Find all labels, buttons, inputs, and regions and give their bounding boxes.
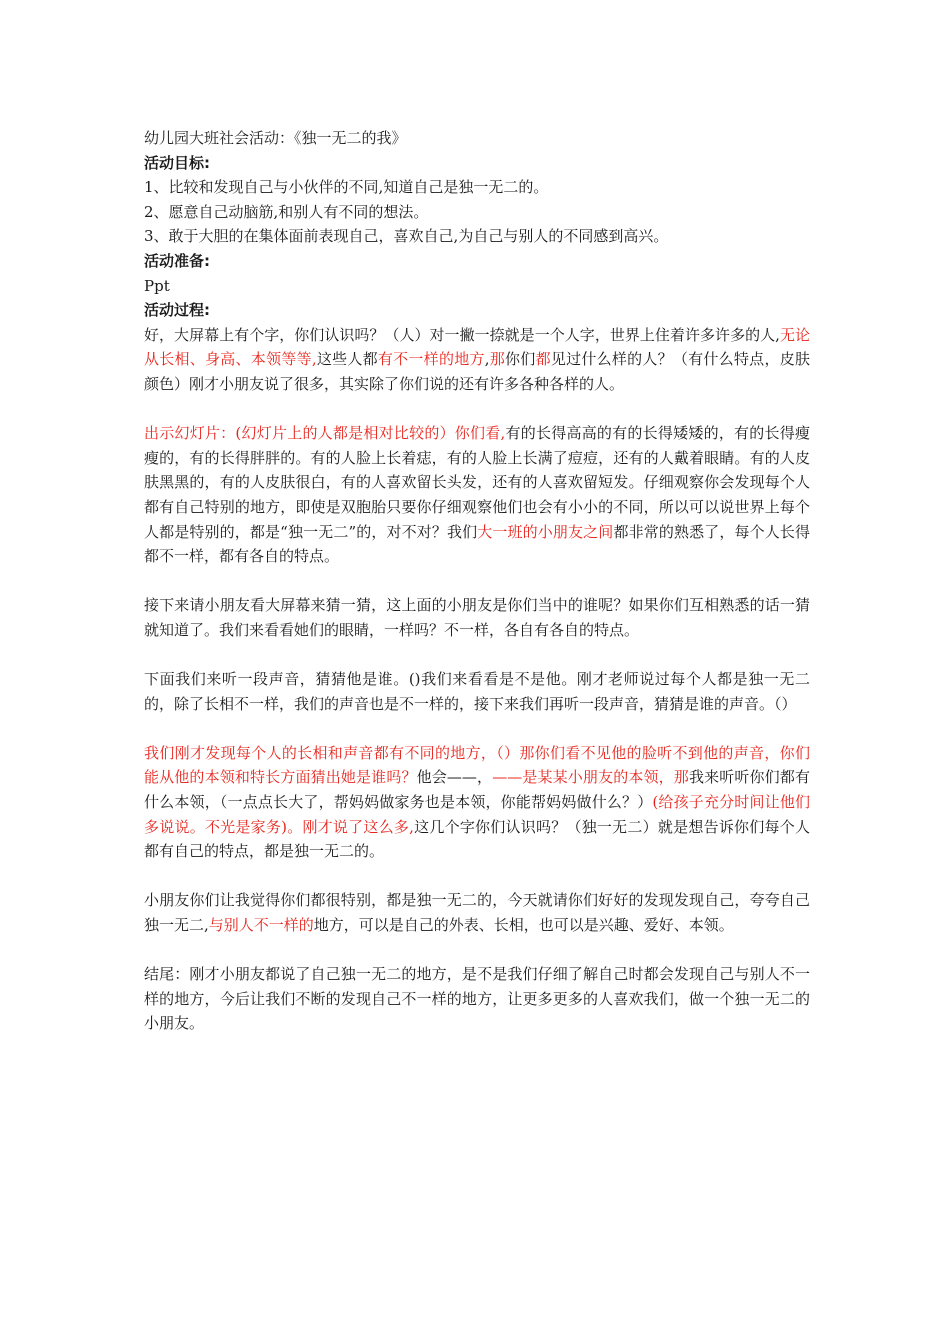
text-run: 有的长得高高的有的长得矮矮的，有的长得瘦瘦的，有的长得胖胖的。有的人脸上长着痣，有的人脸上长满了痘痘，还有的人戴着眼睛。有的人皮肤黑黑的，有的人皮肤很白，有的人喜欢留长头发，还有的人喜欢留短发。仔细观察你会发现每个人都有自己特别的地方，即使是双胞胎只要你仔细观察他们也会有小小的不同，所以可以说世界上每个人都是特别的，都是“独一无二”的，对不对？我们 (144, 424, 810, 541)
text-run: 你们 (505, 350, 536, 369)
highlighted-text-run: 出示幻灯片：(幻灯片上的人都是相对比较的）你们看, (144, 424, 506, 443)
highlighted-text-run: ——是某某小朋友的本领，那 (492, 768, 689, 787)
highlighted-text-run: 有不一样的地方 (377, 350, 485, 369)
process-paragraph-6 (144, 888, 810, 937)
highlighted-text-run: 我们刚才发现每个人的长相和声音都有不同的地方，（）那你们看不见他的脸听不到他的声音，你们能从他的本领和特长方面猜出她是谁吗？ (144, 743, 810, 787)
goal-item-2: 2、愿意自己动脑筋,和别人有不同的想法。 (144, 202, 429, 221)
highlighted-text-run: 无论从长相、身高、本领等等, (144, 325, 810, 369)
text-run: 他会——， (416, 768, 493, 787)
goal-item-1: 1、比较和发现自己与小伙伴的不同,知道自己是独一无二的。 (144, 178, 549, 197)
process-paragraph-1 (144, 323, 810, 397)
prep-heading: 活动准备: (144, 251, 210, 270)
text-run: 都非常的熟悉了，每个人长得都不一样，都有各自的特点。 (144, 522, 810, 566)
highlighted-text-run: (给孩子充分时间让他们多说说。不光是家务)。刚才说了这么多, (144, 793, 810, 836)
process-heading: 活动过程: (144, 301, 210, 320)
highlighted-text-run: 都 (535, 350, 551, 369)
text-run: 地方，可以是自己的外表、长相，也可以是兴趣、爱好、本领。 (313, 916, 734, 934)
prep-text: Ppt (144, 276, 170, 295)
text-run: 这几个字你们认识吗？（独一无二）就是想告诉你们每个人都有自己的特点，都是独一无二的。 (144, 817, 810, 861)
text-run: 接下来请小朋友看大屏幕来猜一猜，这上面的小朋友是你们当中的谁呢？如果你们互相熟悉的话一猜就知道了。我们来看看她们的眼睛，一样吗？不一样，各自有各自的特点。 (144, 596, 810, 639)
text-run: 这些人都 (316, 350, 378, 369)
closing-paragraph (144, 962, 810, 1036)
text-run: 下面我们来听一段声音，猜猜他是谁。()我们来看看是不是他。刚才老师说过每个人都是独一无二的，除了长相不一样，我们的声音也是不一样的，接下来我们再听一段声音，猜猜是谁的声音。（） (144, 670, 810, 713)
text-run: 小朋友你们让我觉得你们都很特别，都是独一无二的，今天就请你们好好的发现发现自己，夸夸自己独一无二, (144, 891, 810, 934)
highlighted-text-run: 那 (489, 350, 506, 369)
text-run: , (484, 350, 490, 369)
text-run: 见过什么样的人？（有什么特点，皮肤颜色）刚才小朋友说了很多，其实除了你们说的还有许多各种各样的人。 (144, 350, 810, 393)
goal-item-3: 3、敢于大胆的在集体面前表现自己，喜欢自己,为自己与别人的不同感到高兴。 (144, 227, 669, 246)
document-title: 幼儿园大班社会活动：《独一无二的我》 (144, 129, 407, 147)
process-paragraph-2 (144, 421, 810, 569)
goals-heading: 活动目标: (144, 153, 210, 172)
text-run: 好，大屏幕上有个字，你们认识吗？（人）对一撇一捺就是一个人字，世界上住着许多许多的人, (144, 325, 780, 344)
highlighted-text-run: 与别人不一样的 (208, 916, 314, 934)
text-run: 结尾：刚才小朋友都说了自己独一无二的地方，是不是我们仔细了解自己时都会发现自己与别人不一样的地方，今后让我们不断的发现自己不一样的地方，让更多更多的人喜欢我们，做一个独一无二的小朋友。 (144, 965, 810, 1033)
process-paragraph-4 (144, 667, 810, 716)
process-paragraph-3 (144, 593, 810, 642)
document-body (144, 126, 810, 1061)
highlighted-text-run: 大一班的小朋友之间 (477, 522, 614, 541)
process-paragraph-5 (144, 741, 810, 864)
text-run: 我来听听你们都有什么本领，（一点点长大了，帮妈妈做家务也是本领，你能帮妈妈做什么？） (144, 768, 810, 812)
